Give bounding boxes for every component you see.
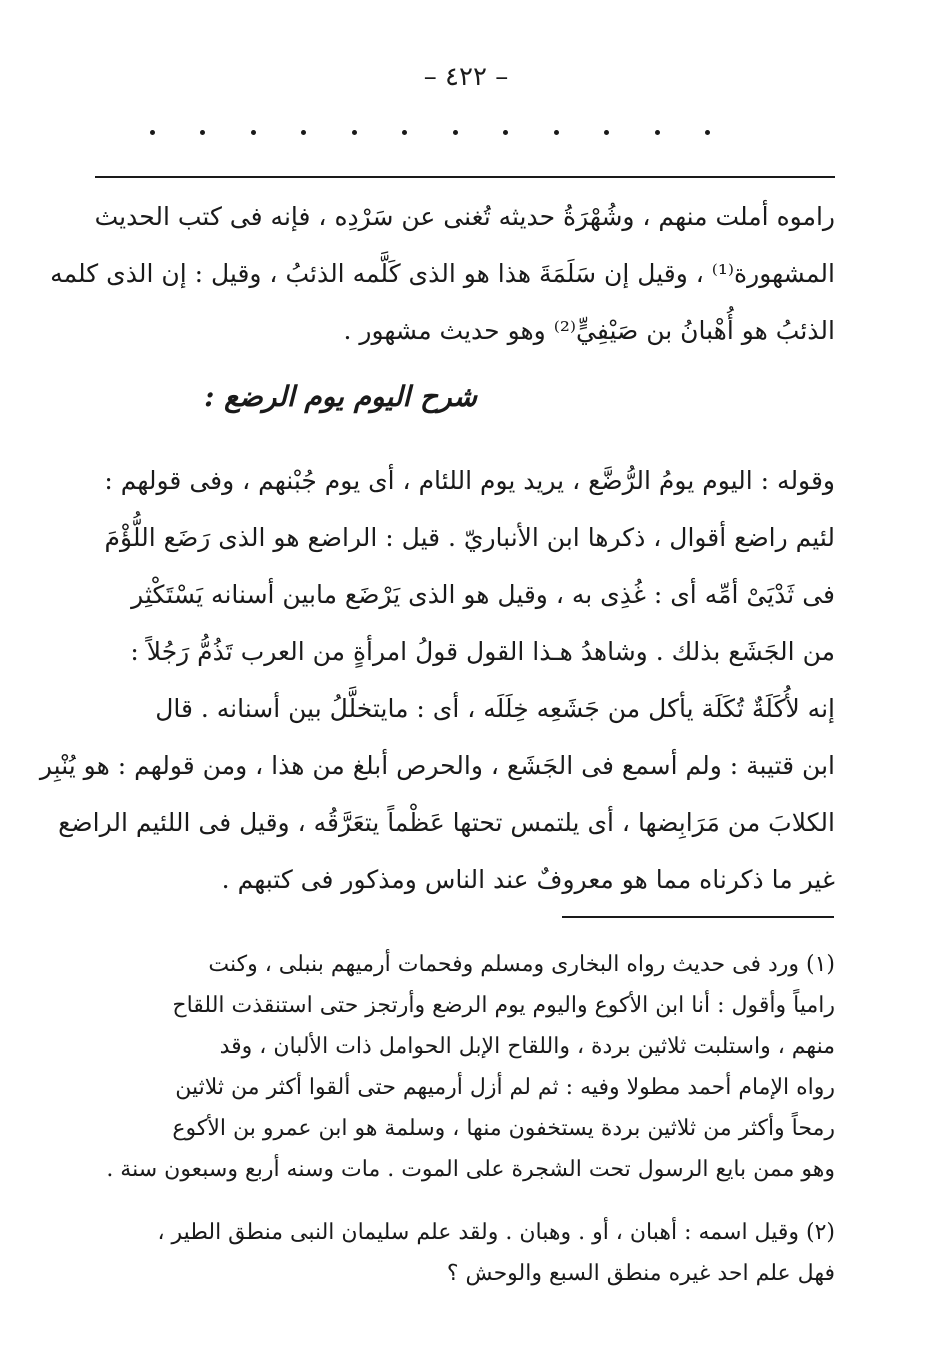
text-line: من الجَشَع بذلك . وشاهدُ هـذا القول قولُ امرأةٍ من العرب تَذُمُّ رَجُلاً : [130,637,835,666]
text-line: الذئبُ هو أُهْبانُ بن صَيْفِيٍّ⁽²⁾ وهو حديث مشهور . [343,316,835,345]
ornament-dot [301,130,306,135]
ornament-dot [453,130,458,135]
footnote-line: وهو ممن بايع الرسول تحت الشجرة على الموت . مات وسنه أربع وسبعون سنة . [106,1157,835,1182]
ornament-dot [352,130,357,135]
text-line: المشهورة⁽¹⁾ ، وقيل إن سَلَمَةَ هذا هو الذى كَلَّمه الذئبُ ، وقيل : إن الذى كلمه [50,259,835,288]
ornament-dot [655,130,660,135]
page-number: – ٤٢٢ – [423,62,509,92]
text-line: ابن قتيبة : ولم أسمع فى الجَشَع ، والحرص أبلغ من هذا ، ومن قولهم : هو يُنْبِر [39,751,835,780]
ornament-dots [150,130,710,135]
footnote-1 [100,944,835,1190]
ornament-dot [604,130,609,135]
footnote-line: فهل علم احد غيره منطق السبع والوحش ؟ [446,1261,835,1286]
ornament-dot [402,130,407,135]
footnote-line: (٢) وقيل اسمه : أهبان ، أو . وهبان . ولقد علم سليمان النبى منطق الطير ، [157,1220,835,1245]
text-line: لئيم راضع أقوال ، ذكرها ابن الأنباريّ . قيل : الراضع هو الذى رَضَع اللُّؤْمَ [104,523,835,552]
footnote-line: رمحاً وأكثر من ثلاثين بردة يستخفون منها ، وسلمة هو ابن عمرو بن الأكوع [172,1116,835,1141]
text-line: غير ما ذكرناه مما هو معروفٌ عند الناس ومذكور فى كتبهم . [221,865,835,894]
section-heading: شرح اليوم يوم الرضع : [204,380,477,413]
footnote-line: رامياً وأقول : أنا ابن الأكوع واليوم يوم الرضع وأرتجز حتى استنقذت اللقاح [172,993,835,1018]
header-rule [95,176,835,178]
text-line: فى ثَدْيَىْ أمِّه أى : غُذِى به ، وقيل هو الذى يَرْضَع مابين أسنانه يَسْتَكْثِر [131,580,835,609]
ornament-dot [150,130,155,135]
text-line: وقوله : اليوم يومُ الرُّضَّع ، يريد يوم اللئام ، أى يوم جُبْنهم ، وفى قولهم : [104,466,835,495]
ornament-dot [554,130,559,135]
footnote-line: (١) ورد فى حديث رواه البخارى ومسلم وفحمات أرميهم بنبلى ، وكنت [208,952,835,977]
text-line: إنه لأُكَلَةٌ تُكَلَة يأكل من جَشَعِه خِلَلَه ، أى : مايتخلَّلُ بين أسنانه . قال [155,694,835,723]
footnote-line: رواه الإمام أحمد مطولا وفيه : ثم لم أزل أرميهم حتى ألقوا أكثر من ثلاثين [175,1075,835,1100]
footnote-line: منهم ، واستلبت ثلاثين بردة ، واللقاح الإبل الحوامل ذات الألبان ، وقد [219,1034,835,1059]
ornament-dot [200,130,205,135]
text-line: الكلابَ من مَرَابِضها ، أى يلتمس تحتها عَظْماً يتعَرَّقُه ، وقيل فى اللئيم الراضع [58,808,835,837]
footnote-separator [562,916,834,918]
paragraph-intro [50,188,835,359]
paragraph-explanation [39,452,835,908]
ornament-dot [705,130,710,135]
footnote-2 [157,1212,835,1294]
ornament-dot [251,130,256,135]
text-line: راموه أملت منهم ، وشُهْرَةُ حديثه تُغنى عن سَرْدِه ، فإنه فى كتب الحديث [94,202,835,231]
ornament-dot [503,130,508,135]
